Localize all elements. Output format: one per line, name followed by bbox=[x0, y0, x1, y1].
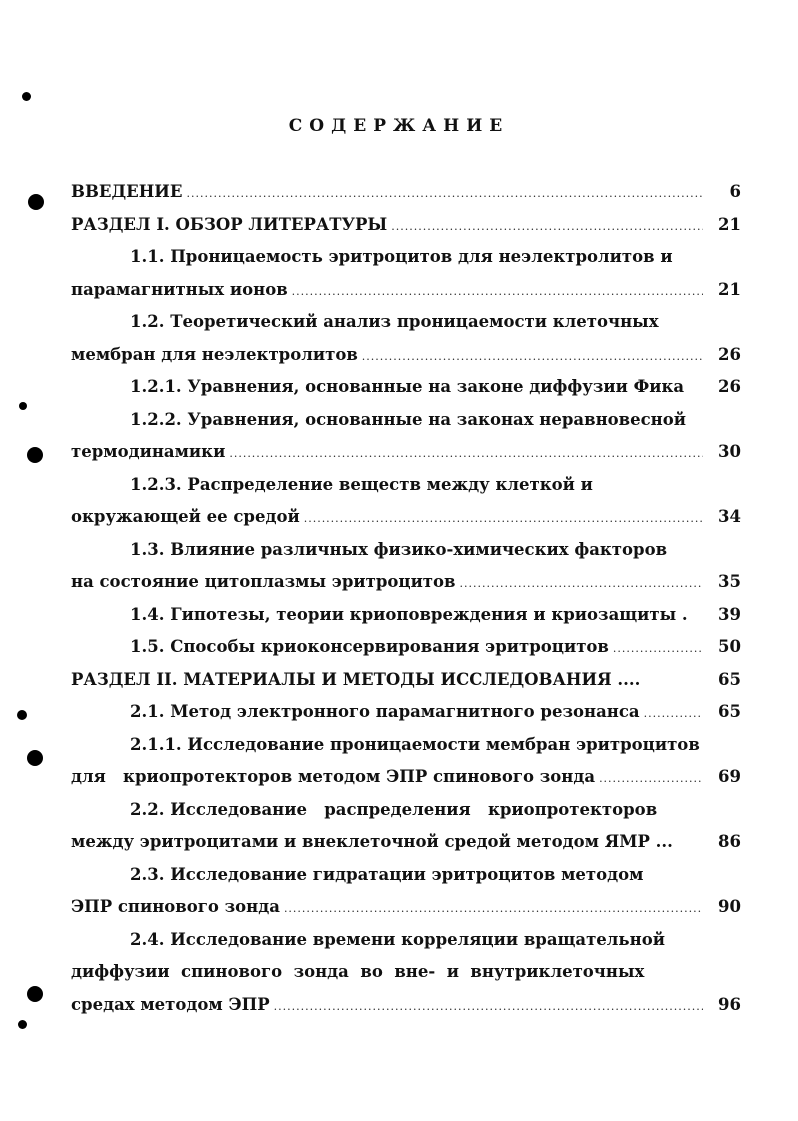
toc-entry: 1.3. Влияние различных физико-химических факторов bbox=[130, 539, 668, 559]
toc-entry: 2.4. Исследование времени корреляции вращательной bbox=[130, 929, 665, 949]
binder-hole bbox=[27, 750, 43, 766]
toc-entry: 1.2.1. Уравнения, основанные на законе диффузии Фика 26 bbox=[130, 377, 741, 396]
binder-hole bbox=[28, 194, 44, 210]
toc-entry: термодинамики ..... 30 bbox=[71, 436, 741, 469]
table-of-contents bbox=[71, 176, 741, 1021]
toc-entry: 1.2.3. Распределение веществ между клеткой и bbox=[130, 474, 593, 494]
toc-entry: 2.1.1. Исследование проницаемости мембран эритроцитов bbox=[130, 734, 700, 754]
page-title: СОДЕРЖАНИЕ bbox=[288, 116, 510, 136]
toc-entry: РАЗДЕЛ II. МАТЕРИАЛЫ И МЕТОДЫ ИССЛЕДОВАНИЯ .... 65 bbox=[71, 669, 741, 689]
scan-mark-dot bbox=[19, 402, 27, 410]
toc-entry: для криопротекторов методом ЭПР спинового зонда ..... 69 bbox=[71, 761, 741, 794]
toc-entry: ВВЕДЕНИЕ ..... 6 bbox=[71, 176, 741, 209]
toc-entry: 2.1. Метод электронного парамагнитного резонанса ..... 65 bbox=[71, 696, 741, 729]
binder-hole bbox=[27, 986, 43, 1002]
toc-entry: РАЗДЕЛ I. ОБЗОР ЛИТЕРАТУРЫ ..... 21 bbox=[71, 209, 741, 242]
toc-entry: диффузии спинового зонда во вне- и внутриклеточных bbox=[71, 962, 645, 981]
toc-entry: между эритроцитами и внеклеточной средой методом ЯМР ... 86 bbox=[71, 832, 741, 851]
toc-entry: 2.2. Исследование распределения криопротекторов bbox=[130, 799, 658, 819]
toc-entry: окружающей ее средой ..... 34 bbox=[71, 501, 741, 534]
toc-entry: ЭПР спинового зонда ..... 90 bbox=[71, 891, 741, 924]
toc-entry: на состояние цитоплазмы эритроцитов ..... 35 bbox=[71, 566, 741, 599]
toc-entry: 1.5. Способы криоконсервирования эритроцитов ..... 50 bbox=[71, 631, 741, 664]
toc-entry: мембран для неэлектролитов ..... 26 bbox=[71, 339, 741, 372]
toc-entry: 1.4. Гипотезы, теории криоповреждения и криозащиты . 39 bbox=[130, 604, 741, 624]
toc-entry: 2.3. Исследование гидратации эритроцитов методом bbox=[130, 864, 644, 884]
toc-entry: 1.2. Теоретический анализ проницаемости клеточных bbox=[130, 312, 659, 331]
scan-mark-dot bbox=[17, 710, 27, 720]
toc-entry: средах методом ЭПР ..... 96 bbox=[71, 989, 741, 1022]
binder-hole bbox=[27, 447, 43, 463]
toc-entry: парамагнитных ионов ..... 21 bbox=[71, 274, 741, 307]
toc-entry: 1.2.2. Уравнения, основанные на законах неравновесной bbox=[130, 409, 686, 429]
scan-mark-dot bbox=[22, 92, 31, 101]
scan-mark-dot bbox=[18, 1020, 27, 1029]
toc-entry: 1.1. Проницаемость эритроцитов для неэлектролитов и bbox=[130, 247, 673, 266]
